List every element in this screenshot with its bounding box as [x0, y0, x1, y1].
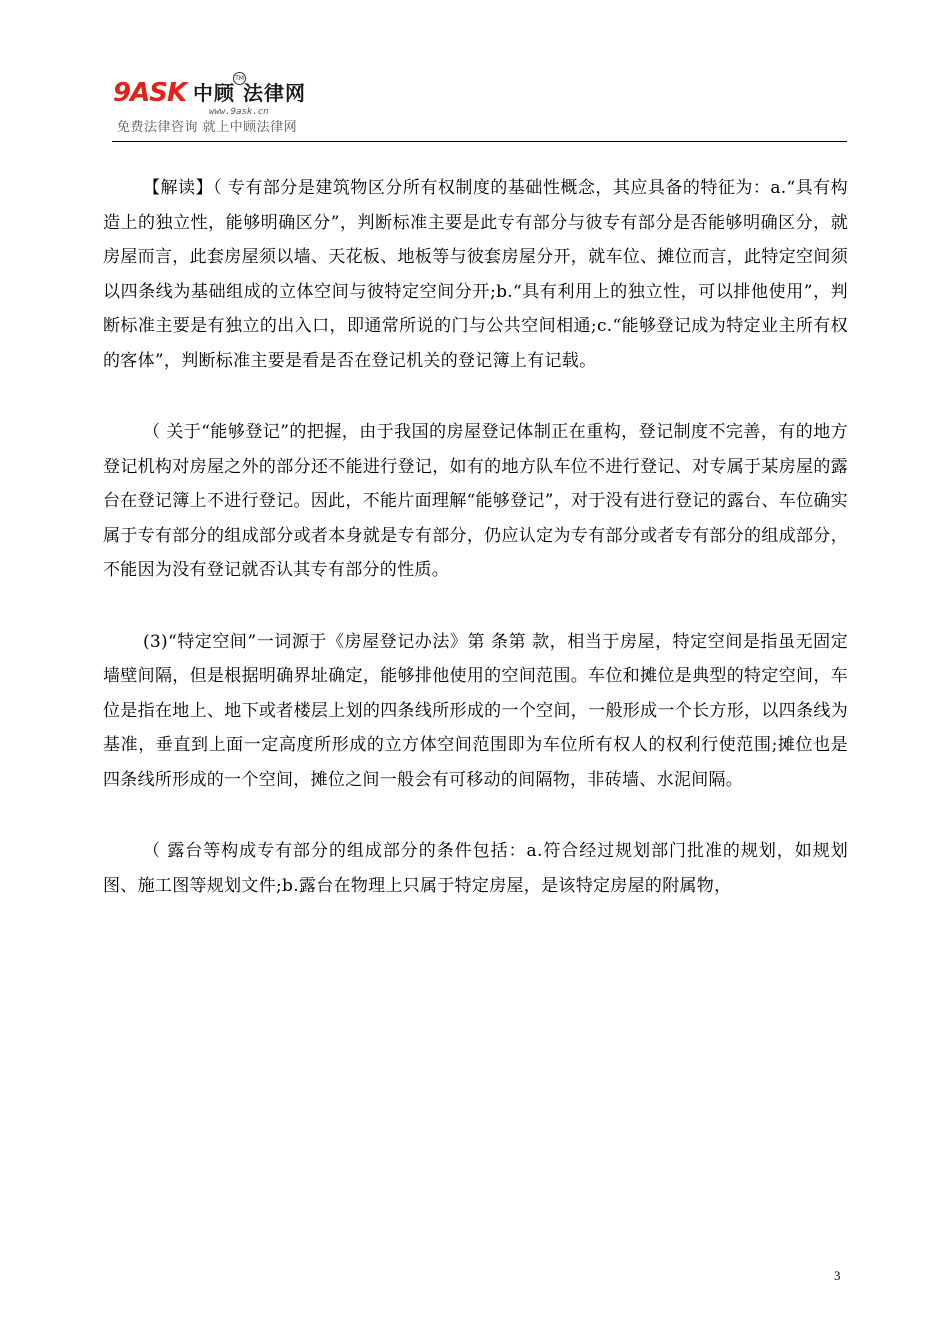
paragraph-terrace: （ 露台等构成专有部分的组成部分的条件包括：a.符合经过规划部门批准的规划，如规划图、施工图等规划文件;b.露台在物理上只属于特定房屋，是该特定房屋的附属物，: [103, 841, 848, 896]
logo-chinese-name: 中顾 法律网: [193, 81, 306, 105]
page-number: 3: [834, 1268, 841, 1283]
site-logo[interactable]: [113, 72, 353, 142]
page-header: [0, 0, 950, 150]
header-divider: [112, 141, 847, 142]
paragraph-registration: （ 关于“能够登记”的把握，由于我国的房屋登记体制正在重构，登记制度不完善，有的地方登记机构对房屋之外的部分还不能进行登记，如有的地方队车位不进行登记、对专属于某房屋的露台在登记簿上不进行登记。因此，不能片面理解“能够登记”，对于没有进行登记的露台、车位确实属于专有部分的组成部分或者本身就是专有部分，仍应认定为专有部分或者专有部分的组成部分，不能因为没有登记就否认其专有部分的性质。: [103, 422, 848, 580]
logo-url: www.9ask.cn: [209, 107, 269, 117]
document-body: [103, 171, 848, 940]
logo-mark: 9ASK: [113, 78, 187, 108]
paragraph-interpretation: 【解读】（ 专有部分是建筑物区分所有权制度的基础性概念，其应具备的特征为：a.“具有构造上的独立性，能够明确区分”，判断标准主要是此专有部分与彼专有部分是否能够明确区分，就房屋而言，此套房屋须以墙、天花板、地板等与彼套房屋分开，就车位、摊位而言，此特定空间须以四条线为基础组成的立体空间与彼特定空间分开;b.“具有利用上的独立性，可以排他使用”，判断标准主要是有独立的出入口，即通常所说的门与公共空间相通;c.“能够登记成为特定业主所有权的客体”，判断标准主要是看是否在登记机关的登记簿上有记载。: [103, 178, 848, 371]
paragraph-specific-space: (3)“特定空间”一词源于《房屋登记办法》第 条第 款，相当于房屋，特定空间是指虽无固定墙壁间隔，但是根据明确界址确定，能够排他使用的空间范围。车位和摊位是典型的特定空间，车位是指在地上、地下或者楼层上划的四条线所形成的一个空间，一般形成一个长方形，以四条线为基准，垂直到上面一定高度所形成的立方体空间范围即为车位所有权人的权利行使范围;摊位也是四条线所形成的一个空间，摊位之间一般会有可移动的间隔物，非砖墙、水泥间隔。: [103, 631, 848, 790]
trademark-icon: TM: [233, 72, 246, 85]
logo-slogan: 免费法律咨询 就上中顾法律网: [117, 120, 298, 135]
